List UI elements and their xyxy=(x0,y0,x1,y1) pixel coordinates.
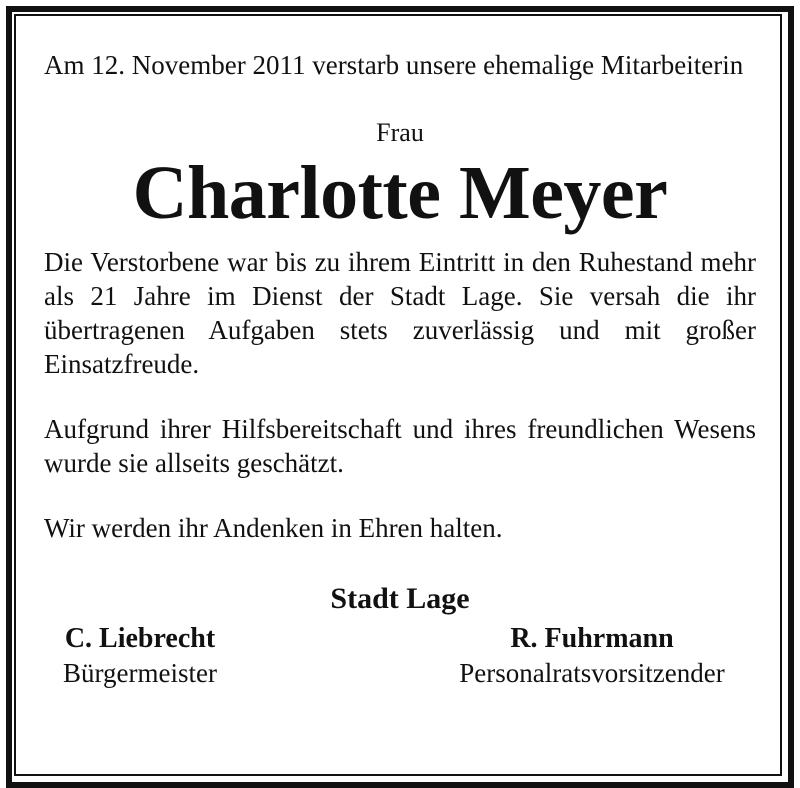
signer-mayor xyxy=(40,622,240,690)
signatures xyxy=(44,622,756,698)
paragraph-remembrance: Wir werden ihr Andenken in Ehren halten. xyxy=(44,513,503,543)
intro-text: Am 12. November 2011 verstarb unsere ehemalige Mitarbeiterin xyxy=(44,50,744,80)
salutation: Frau xyxy=(376,118,424,147)
signer-role: Bürgermeister xyxy=(63,658,217,688)
paragraph-career: Die Verstorbene war bis zu ihrem Eintritt in den Ruhestand mehr als 21 Jahre im Dienst der Stadt Lage. Sie versah die ihr übertragenen Aufgaben stets zuverlässig und mit großer Einsatzfreude. xyxy=(44,247,756,379)
signer-name: C. Liebrecht xyxy=(64,623,216,654)
paragraph-character: Aufgrund ihrer Hilfsbereitschaft und ihres freundlichen Wesens wurde sie allseits geschätzt. xyxy=(44,414,756,478)
signer-role: Personalratsvorsitzender xyxy=(459,658,725,688)
signer-name: R. Fuhrmann xyxy=(510,623,674,654)
obituary-notice xyxy=(44,48,756,698)
signer-staff-council xyxy=(424,622,760,690)
deceased-name: Charlotte Meyer xyxy=(132,151,668,235)
organization-name: Stadt Lage xyxy=(330,582,470,615)
